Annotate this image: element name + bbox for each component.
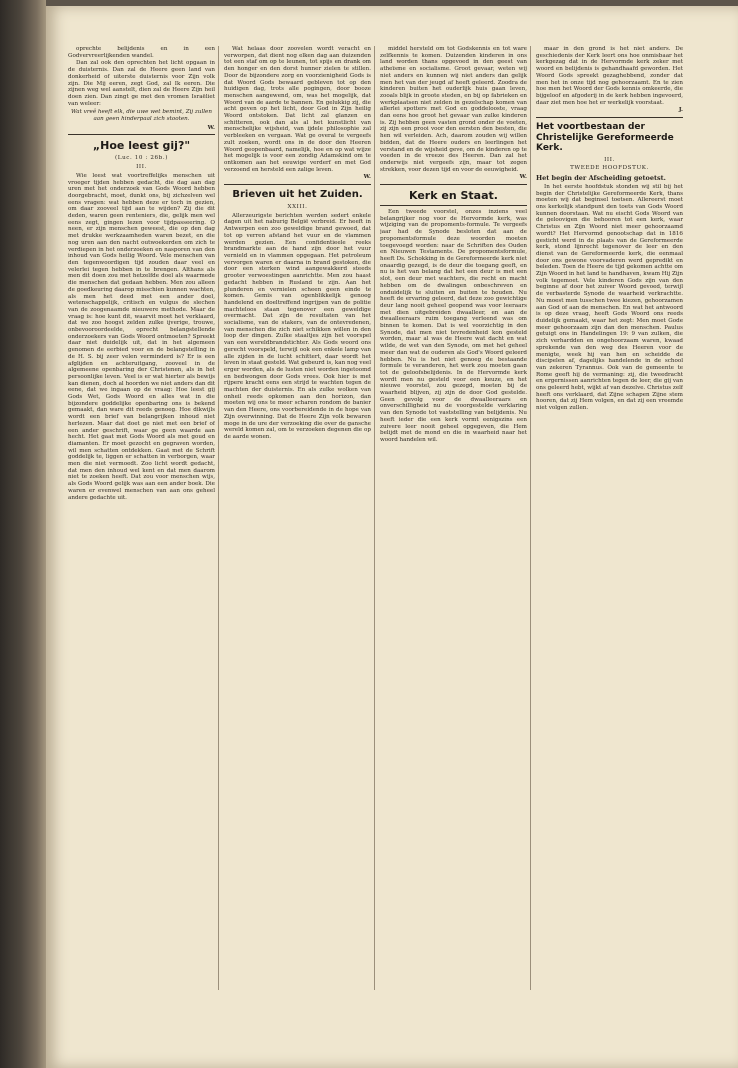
- scripture-reference: (Luc. 10 : 26b.): [114, 155, 168, 162]
- author-signature: W.: [207, 124, 215, 131]
- verse-quote: Wat vreê heeft elk, die uwe wet bemint, Zij zullen aan geen hinderpaal zich stooten.: [71, 109, 212, 123]
- article-text: In het eerste hoofdstuk stonden wij stil bij het begin der Christelijke Gereformeerde Kerk, thans moeten wij dat beginsel toetsen. Allereerst moet ons kerkelijk standpunt den toets van Gods Woord kunnen doorstaan. Wat nu eischt Gods Woord van de geloovigen die behooren tot een kerk, waar Christus en Zijn Woord niet meer gehoorzaamd wordt? Het Hervormd genootschap dat in 1816 gesticht werd in de plaats van de Gereformeerde kerk, stond lijnrecht tegenover de leer en den dienst van de Gereformeerde kerk, die eenmaal door ons gewone voorvaderen werd gepredikt en beleden. Toen de Heere de tijd gekomen achtte om Zijn Woord in het land te handhaven, kwam Hij Zijn volk tegemoet. Vele kinderen Gods zijn van den beginne af door het zuiver Woord gevoed, terwijl de verbasterde Synode de waarheid verkrachtte. Nu moest men tusschen twee kiezen, gehoorzamen aan God of aan de menschen. En wat het antwoord is op deze vraag, heeft Gods Woord ons reeds duidelijk gemaakt, waar het zegt: Men moet Gode meer gehoorzaam zijn dan den menschen. Paulus getuigt ons in Handelingen 19: 9 van zulken, die zich verhardden en ongehoorzaam waren, kwaad sprekende van den weg des Heeren voor de menigte, week hij van hen en scheidde de discipelen af, dagelijks handelende in de school van zekeren Tyrannus. Ook van de gemeente te Rome geeft hij de vermaning: zij, die tweedracht en ergernissen aanrichten tegen de leer, die gij van ons geleerd hebt, wijkt af van dezelve. Christus zelf heeft ons verklaard, dat Zijne schapen Zijne stem hooren, dat zij Hem volgen, en dat zij een vreemde niet volgen zullen.: [536, 183, 683, 412]
- article-text: oprechte belijdenis en in een Godvervreerlijkenden wandel.: [68, 46, 215, 59]
- article-heading: Brieven uit het Zuiden.: [232, 189, 363, 201]
- installment-number: III.: [136, 164, 147, 171]
- article-text: Een tweede voorstel, onzes inziens veel belangrijker nog voor de Hervormde kerk, was wijziging van de propoments-formule. Te vergeefs jaar had de Synode besloten dat aan de propomentsformule deze woorden moeten toegevoegd worden: naar de Schriften des Ouden en Nieuwen Testaments. De propomentsformule, heeft Ds. Schokking in de Gereformeerde kerk niet onaardig gezegd, is de deur die toegang geeft, en nu is het van belang dat het een deur is met een slot, een deur met wachters, die recht en macht hebben om de dwalingen onbeschreven en onduidelijk te sluiten en buiten te houden. Nu heeft de ervaring geleerd, dat deze zoo gewichtige deur lang nooit geheel geopend was voor leeraars met dien uitgebreiden dwaalleer, en aan de dwaalleeraars ruim toegang verleend was om binnen te komen. Dat is wel voorzichtig in den Synode, dat men niet tevredenheid kon gesteld worden, maar al was de Heere wat dacht en wat wilde, de wet van den Synode, om met het geheel meer dan wat de ouderen als God's Woord geleerd hebben. Nu is het niet genoeg de bestaande formule te veranderen, het werk zou moeten gaan tot de geloofsbelijdenis. In de Hervormde kerk wordt men nu gesteld voor een keuze, en het nieuwe voorstel, zou gezegd, moeten bij de waarheid blijven, zij zijn de door God gestelde. Geen gevolg voor de dwaalleeraars en onverschilligheid nu de voorgestelde verklaring van den Synode tot vaststelling van belijdenis. Nu heeft ieder die een kerk vormt eenigszins een zuivere leer nooit geheel opgegeven, die Hem belijdt met de mond en die in waarheid naar het woord handelen wil.: [380, 209, 527, 443]
- installment-number: XXIII.: [287, 204, 308, 211]
- article-text: Allerzeurigste berichten werden sedert enkele dagen uit het naburig België verbreid. Er heeft in Antwerpen een zoo geweldige brand gewoed, dat tot op verren afstand het vuur en de vlammen werden gezien. Een confidentieele reeks brandmarkte aan de hand zijn door het vuur vernield en in vlammen opgegaan. Het petroleum vervorgen waren er daarna in brand gestoken, die door een sterken wind aangewakkerd steeds grooter verwoestingen aanrichtte. Men zou haast gedacht hebben in Rusland te zijn. Aan het plunderen en vernielen scheen geen einde te komen. Gemis van ogenblikkelijk genoeg handelend en doeltreffend ingrijpen van de politie machteloos staan tegenover een geweldige overmacht. Dat zijn de resultaten van het socialisme, van de stakers, van de ontevredenen, van menschen die zich niet schikken willen in den loop der dingen. Zulke staaltjes zijn het voorspel van een wereldbrandstichter. Als Gods woord ons gerecht voorspeld, terwijl ook een enkele lamp van alle zijden in de lucht schittert, daar wordt het leven in staat gesteld. Wat gebeurd is, kan nog veel erger worden, als de lusten niet worden ingetoomd en bedwongen door Gods vrees. Ook hier is met rijpere kracht eens een strijd te wachten tegen de machten der duisternis. En als zulke wolken van onheil reeds opkomen aan den horizon, dan moeten wij ons te meer scharen rondom de banier van den Heere, ons voorbereidende in de hope van Zijn overwinning. Dat de Heere Zijn volk bewaren moge in de ure der verzoeking die over de gansche wereld komen zal, om te verzoeken degenen die op de aarde wonen.: [224, 212, 371, 440]
- article-heading: Kerk en Staat.: [409, 189, 498, 203]
- installment-number: III.: [604, 156, 615, 163]
- column-rule: [218, 46, 219, 990]
- book-gutter: [0, 0, 46, 1068]
- article-text: middel hersteld om tot Godskennis en tot ware zelfkennis te komen. Duizenden kinderen in ons land worden thans opgevoed in den geest van atheïsme en socialisme. Groot gevaar, weten wij niet anders en kunnen wij niet anders dan gelijk men het van der jeugd af heeft geleerd. Zoodra de kinderen buiten het ouderlijk huis gaan leven, zooals blijk in groote steden, en bij op fabrieken en werkplaatsen niet zelden in gezelschap komen van allerlei spotters met God en goddelooste, vraag dan eens hoe groot het gevaar van zulke kinderen is. Zij hebben geen vasten grond onder de voeten, zij zijn een prooi voor den eersten den besten, die hen wil verleiden. Ach, daarom zouden wij willen bidden, dat de Heere ouders en leerlingen het verstand en de wijsheid geve, om de kinderen op te voeden in de vreeze des Heeren. Dan zal het onderwijs niet vergeefs zijn, maar tot zegen strekken, voor dezen tijd en voor de eeuwigheid.: [380, 46, 527, 173]
- article-text: Dan zal ook den oprechten het licht opgaan in de duisternis. Dan zal de Heere geen land van donkerheid of uiterste duisternis voor Zijn volk zijn. Die Mij eeren, zegt God, zal Ik eeren. Die zijnen weg wel aanstelt, dien zal de Heere Zijn heil doen zien. Dan zingt ge met den vromen Israëliet van weleer:: [68, 60, 215, 107]
- article-heading: Het voortbestaan der Christelijke Gereformeerde Kerk.: [536, 122, 674, 154]
- author-signature: W.: [363, 174, 371, 181]
- column-4: [536, 46, 683, 998]
- column-rule: [530, 46, 531, 990]
- column-1: [68, 46, 215, 998]
- chapter-label: TWEEDE HOOFDSTUK.: [570, 165, 649, 172]
- separator: [536, 117, 683, 118]
- article-text: Wat helaas door zoovelen wordt veracht en verworpen, dat dient nog elken dag aan duizenden tot een staf om op te leunen, tot spijs en drank om den honger en den dorst hunner zielen te stillen. Door de bijzondere zorg en voorzienigheid Gods is dat Woord Gods bewaard gebleven tot op den huidigen dag, trots alle pogingen, door booze menschen aangewend, om, was het mogelijk, dat Woord van de aarde te bannen. En gelukkig zij, die acht geven op het licht, door God in Zijn heilig Woord ontstoken. Dat licht zal glanzen en schitteren, ook dan als al het kunstlicht van menschelijke wijsheid, van ijdele philosophie zal verbleeken en vergaan. Wat ge overal te vergeefs zult zoeken, wordt ons in de door den Heeren Woord geopenbaard, namelijk, hoe en op wat wijze het mogelijk is voor een zondig Adamskind om te ontkomen aan het eeuwige verderf en met God verzoend en hersteld een zalige leven.: [224, 46, 371, 173]
- article-text: Wie leest wat voortreffelijks menschen uit vroeger tijden hebben gedacht, die dag aan dag uren met het onderzoek van Gods Woord hebben doorgebracht, moet, dunkt ons, bij zichzelven wel eens vragen: wat hebben deze er toch in gezien, om daar zooveel tijd aan te wijden? Zij die dit deden, waren geen renteniers, die, gelijk men wel eens zegt, gingen lezen voor tijdpasseering. O neen, er zijn menschen geweest, die op den dag met drukke werkzaamheden waren bezet, en die nog uren aan den nacht outwoekerden om zich te verdiepen in het onderzoeken en nasporen van den inhoud van Gods heilig Woord. Vele menschen van den tegenwoordigen tijd zouden daar veel en velerlei tegen hebben in te brengen. Althans als men dit doen zou met hetzelfde doel als waarmede die menschen dat gedaan hebben. Men zou alleen de goedkeuring daarop misschien kunnen wachten, als men het deed met een ander doel, wetenschappelijk, critisch en vulgus de slechen van de zoogenaamde nieuwere methode. Maar de vraag is: hoe kunt dit, waarvit moet het verklaard, dat we zoo hoogst zelden zulke ijverige, trouwe, onbevooroordeelde, oprecht belangstellende onderzoekers van Gods Woord ontmoeten? Spreekt daar niet duidelijk uit, dat in het algemeen genomen de eerbied voor en de belangstelling in de H. S. bij zeer velen verminderd is? Er is een afglijden en achteruitgang, zooveel in de algemeene openbaring der Christenen, als in het persoonlijke leven. Veel is er wat hierter als bewijs kan dienen, doch al hoorden we niet anders dan dit eene, dat we ingaan op de vraag: Hoe leest gij Gods Wet, Gods Woord en alles wat in die bijzondere goddelijke openbaring ons is bekend gemaakt, dan ware dit reeds genoeg. Hoe dikwijls wordt een brief van belangrijken inhoud niet herlezen. Maar dat doet ge niet met een brief of een ander geschrift, waar ge geen waarde aan hecht. Het gaat met Gods Woord als met goud en diamanten. Er moet gezocht en gegraven worden, wil men schatten ontdekken. Gaat met de Schrift goddelijk te, liggen er schatten in verborgen, waar men die niet vermoedt. Zoo licht wordt gedacht, dat men den inhoud wel kent en dat men daarom niet te zoeken heeft. Dat zou voor menschen wijs, als Gods Woord gelijk was aan een ander boek. Die waren er evenwel menschen van aan ons geheel andere gedachte uit.: [68, 172, 215, 501]
- separator: [68, 134, 215, 135]
- author-signature: J.: [678, 107, 683, 114]
- author-signature: W.: [519, 174, 527, 181]
- newspaper-page: [46, 6, 738, 1068]
- section-subheading: Het begin der Afscheiding getoetst.: [536, 173, 666, 182]
- separator: [380, 205, 527, 206]
- column-rule: [374, 46, 375, 990]
- separator: [380, 184, 527, 185]
- column-3: [380, 46, 527, 998]
- separator: [224, 184, 371, 185]
- article-heading: „Hoe leest gij?": [92, 139, 191, 153]
- column-2: [224, 46, 371, 998]
- article-text: maar in den grond is het niet anders. De geschiedenis der Kerk leert ons hoe onmisbaar het kerkgezag dat in de Hervormde kerk zeker met woord en belijdenis is gehandhaafd geworden. Het Woord Gods spreekt gezaghebbend, zonder dat men het in onze tijd nog gehoorzaamt. En te zien hoe men het Woord der Gods kennis omkeerde, die bijgeloof en afgoderij in de kerk hebben ingevoerd, daar ziet men hoe het er werkelijk voorstaat.: [536, 46, 683, 106]
